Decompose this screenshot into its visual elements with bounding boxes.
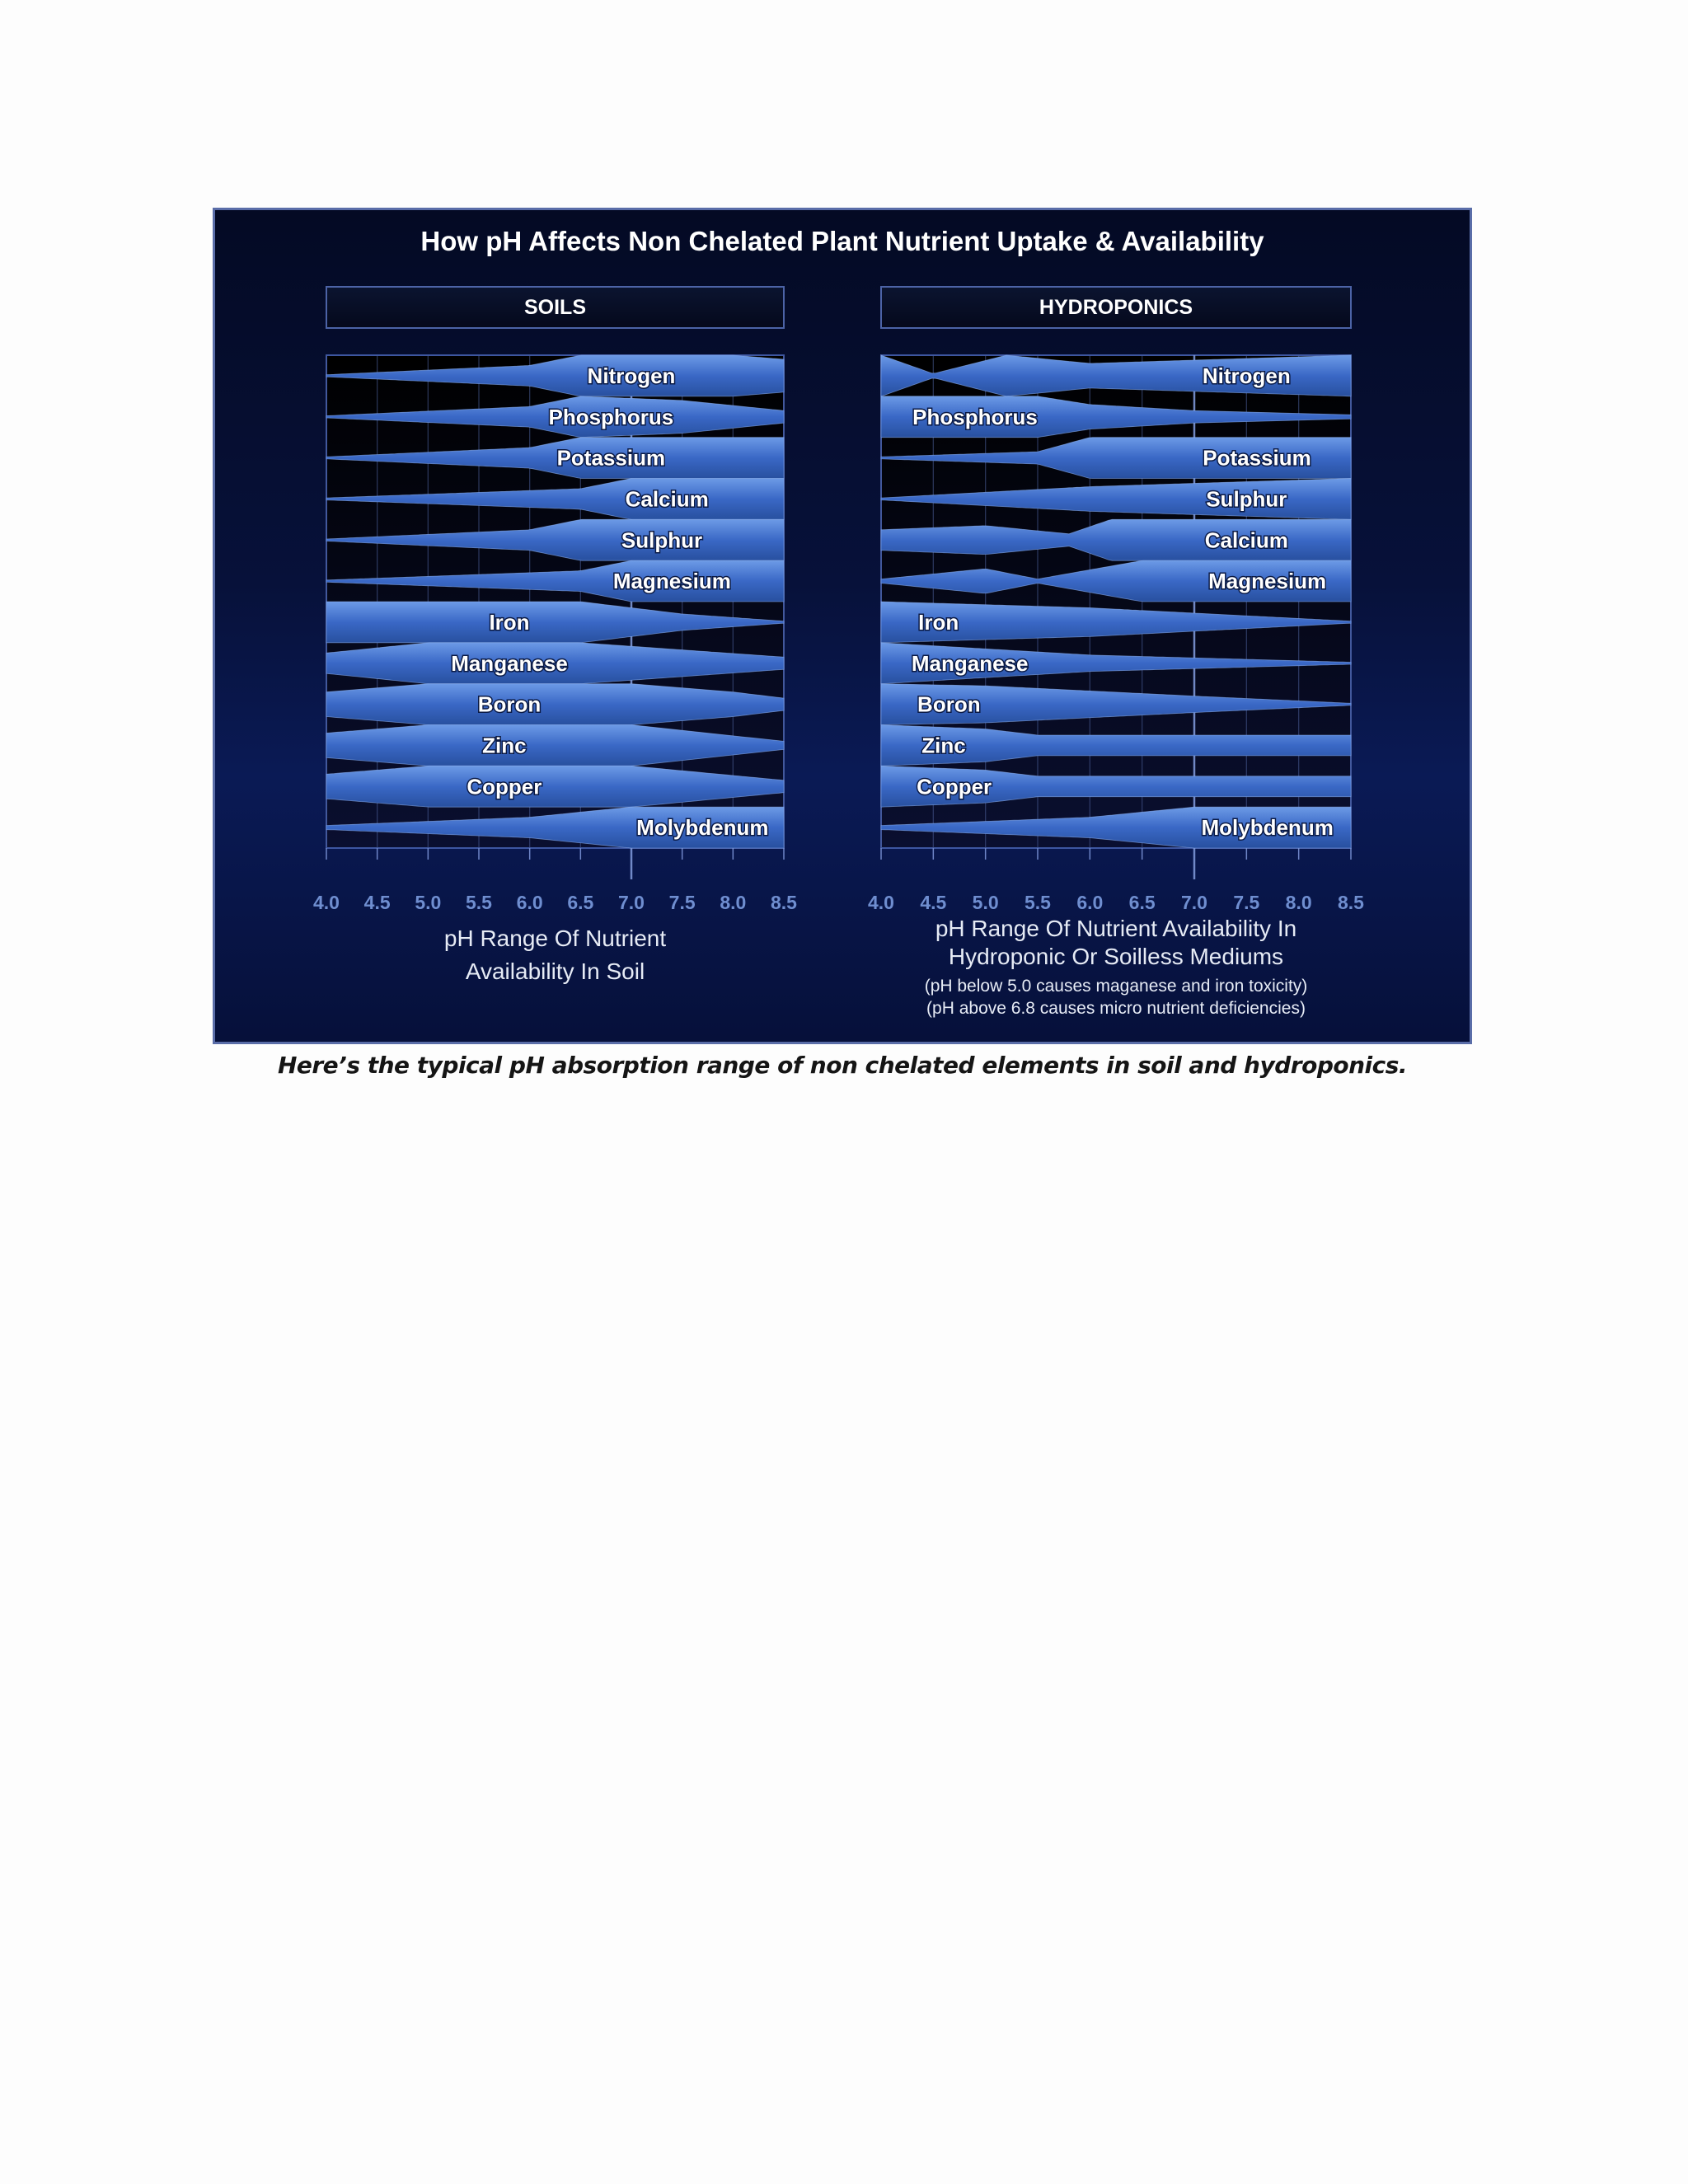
chart-figure bbox=[213, 208, 1472, 1044]
panel-hydroponics-label-nitrogen: Nitrogen bbox=[1202, 363, 1291, 388]
figure-caption: Here’s the typical pH absorption range of non chelated elements in soil and hydroponics. bbox=[277, 1052, 1408, 1079]
panel-soils-label-boron: Boron bbox=[477, 691, 542, 717]
panel-hydroponics-label-copper: Copper bbox=[917, 774, 992, 799]
panel-soils-xlabel-line-0: pH Range Of Nutrient bbox=[443, 926, 667, 951]
panel-soils-label-molybdenum: Molybdenum bbox=[636, 815, 769, 841]
panel-hydroponics-note-1: (pH above 6.8 causes micro nutrient deficiencies) bbox=[926, 999, 1306, 1018]
panel-hydroponics-tick-label-6: 7.0 bbox=[1181, 892, 1207, 913]
panel-soils-label-iron: Iron bbox=[489, 609, 530, 635]
panel-hydroponics-tick-label-9: 8.5 bbox=[1338, 892, 1364, 913]
panel-soils-tick-label-0: 4.0 bbox=[313, 892, 340, 913]
panel-hydroponics bbox=[868, 287, 1364, 1018]
panel-hydroponics-label-calcium: Calcium bbox=[1204, 527, 1288, 553]
panel-hydroponics-label-boron: Boron bbox=[917, 691, 981, 717]
panel-soils-label-zinc: Zinc bbox=[482, 733, 527, 758]
panel-hydroponics-note-0: (pH below 5.0 causes maganese and iron toxicity) bbox=[924, 977, 1308, 996]
panel-hydroponics-label-magnesium: Magnesium bbox=[1208, 569, 1327, 594]
panel-hydroponics-tick-label-4: 6.0 bbox=[1076, 892, 1104, 913]
panel-hydroponics-label-sulphur: Sulphur bbox=[1206, 486, 1287, 512]
panel-soils-tick-label-6: 7.0 bbox=[618, 892, 645, 913]
panel-soils-label-calcium: Calcium bbox=[625, 486, 709, 512]
panel-soils-label-sulphur: Sulphur bbox=[621, 527, 703, 553]
panel-soils-header: SOILS bbox=[523, 296, 587, 319]
panel-hydroponics-label-phosphorus: Phosphorus bbox=[912, 404, 1038, 429]
panel-soils-tick-label-3: 5.5 bbox=[466, 892, 492, 913]
panel-soils-tick-label-9: 8.5 bbox=[771, 892, 797, 913]
panel-soils-label-manganese: Manganese bbox=[451, 650, 568, 676]
panel-hydroponics-label-iron: Iron bbox=[918, 609, 959, 635]
panel-hydroponics-label-zinc: Zinc bbox=[921, 733, 966, 758]
panel-hydroponics-xlabel-line-0: pH Range Of Nutrient Availability In bbox=[935, 916, 1297, 941]
panel-hydroponics-tick-label-1: 4.5 bbox=[920, 892, 947, 913]
panel-soils-tick-label-8: 8.0 bbox=[720, 892, 747, 913]
panel-soils-xlabel-line-1: Availability In Soil bbox=[465, 958, 645, 984]
panel-hydroponics-tick-label-3: 5.5 bbox=[1025, 892, 1051, 913]
panel-hydroponics-tick-label-8: 8.0 bbox=[1285, 892, 1312, 913]
panel-soils-label-nitrogen: Nitrogen bbox=[587, 363, 676, 388]
panel-soils-label-magnesium: Magnesium bbox=[612, 569, 731, 594]
panel-hydroponics-tick-label-7: 7.5 bbox=[1233, 892, 1260, 913]
panel-soils-tick-label-4: 6.0 bbox=[516, 892, 543, 913]
panel-soils bbox=[313, 287, 797, 984]
panel-hydroponics-tick-label-5: 6.5 bbox=[1128, 892, 1156, 913]
chart-title: How pH Affects Non Chelated Plant Nutrient Uptake & Availability bbox=[420, 226, 1264, 256]
panel-hydroponics-label-potassium: Potassium bbox=[1203, 445, 1311, 471]
panel-soils-tick-label-7: 7.5 bbox=[668, 892, 696, 913]
panel-hydroponics-label-molybdenum: Molybdenum bbox=[1201, 815, 1334, 841]
panel-hydroponics-label-manganese: Manganese bbox=[911, 650, 1029, 676]
panel-soils-tick-label-2: 5.0 bbox=[415, 892, 442, 913]
panel-hydroponics-header: HYDROPONICS bbox=[1039, 296, 1193, 319]
panel-soils-tick-label-5: 6.5 bbox=[567, 892, 594, 913]
panel-soils-label-copper: Copper bbox=[467, 774, 542, 799]
panel-hydroponics-tick-label-2: 5.0 bbox=[972, 892, 999, 913]
chart-svg bbox=[215, 210, 1470, 1042]
panel-soils-label-potassium: Potassium bbox=[556, 445, 666, 471]
panel-hydroponics-xlabel-line-1: Hydroponic Or Soilless Mediums bbox=[948, 944, 1284, 969]
panel-soils-label-phosphorus: Phosphorus bbox=[548, 404, 674, 429]
panel-soils-tick-label-1: 4.5 bbox=[363, 892, 391, 913]
panel-hydroponics-tick-label-0: 4.0 bbox=[868, 892, 894, 913]
